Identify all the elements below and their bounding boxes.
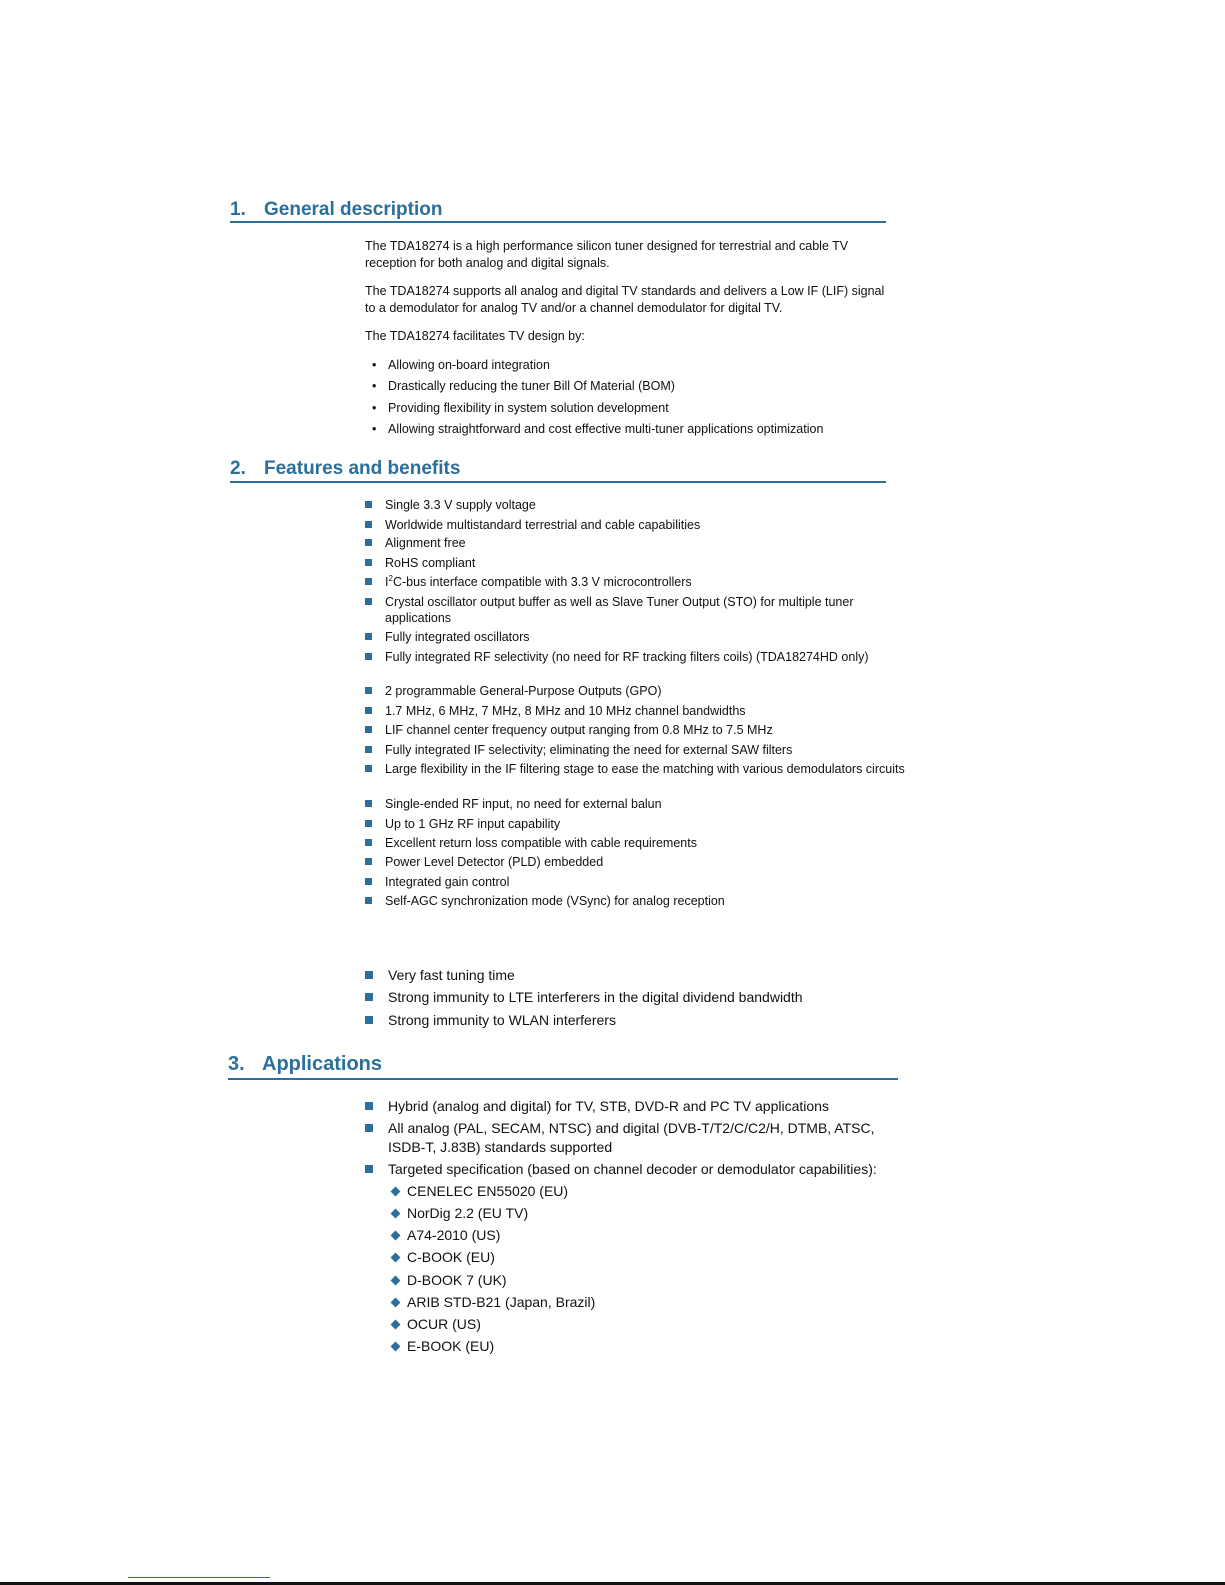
feature-item: 2 programmable General-Purpose Outputs (GPO) xyxy=(365,683,905,699)
application-item: Targeted specification (based on channel decoder or demodulator capabilities): xyxy=(365,1160,895,1179)
feature-item: Power Level Detector (PLD) embedded xyxy=(365,854,905,870)
spec-item: C-BOOK (EU) xyxy=(392,1248,495,1267)
feature-item: $I^2C$-bus interface compatible with 3.3 V microcontrollers xyxy=(365,574,905,590)
feature-item: Fully integrated RF selectivity (no need for RF tracking filters coils) (TDA18274HD only) xyxy=(365,649,905,665)
spec-item: A74-2010 (US) xyxy=(392,1226,500,1245)
feature-item: Crystal oscillator output buffer as well as Slave Tuner Output (STO) for multiple tuner applications xyxy=(365,594,905,626)
general-paragraph-3: The TDA18274 facilitates TV design by: xyxy=(365,329,585,343)
feature-item: Strong immunity to WLAN interferers xyxy=(365,1011,905,1030)
section-2-rule xyxy=(230,481,886,483)
feature-item: Alignment free xyxy=(365,535,905,551)
section-number: 3. xyxy=(228,1053,245,1075)
feature-item: Worldwide multistandard terrestrial and cable capabilities xyxy=(365,517,905,533)
feature-item: Self-AGC synchronization mode (VSync) for analog reception xyxy=(365,893,905,909)
section-title: Applications xyxy=(262,1053,383,1075)
list-item: • Allowing straightforward and cost effective multi-tuner applications optimization xyxy=(372,422,824,436)
feature-item: Very fast tuning time xyxy=(365,966,905,985)
spec-item: CENELEC EN55020 (EU) xyxy=(392,1182,568,1201)
spec-item: ARIB STD-B21 (Japan, Brazil) xyxy=(392,1293,595,1312)
list-item: • Drastically reducing the tuner Bill Of Material (BOM) xyxy=(372,379,675,393)
feature-item: Excellent return loss compatible with cable requirements xyxy=(365,835,905,851)
feature-item: Up to 1 GHz RF input capability xyxy=(365,816,905,832)
section-number: 2. xyxy=(230,458,246,479)
spec-item: NorDig 2.2 (EU TV) xyxy=(392,1204,528,1223)
general-paragraph-2: The TDA18274 supports all analog and digital TV standards and delivers a Low IF (LIF) signal to a demodulator for analog TV and/or a channel demodulator for digital TV. xyxy=(365,284,885,315)
section-3-heading xyxy=(228,1053,382,1076)
spec-item: OCUR (US) xyxy=(392,1315,481,1334)
list-item: • Providing flexibility in system solution development xyxy=(372,401,669,415)
section-title: General description xyxy=(264,199,443,220)
section-1-heading xyxy=(230,199,442,221)
feature-item: Strong immunity to LTE interferers in the digital dividend bandwidth xyxy=(365,988,905,1007)
footer-link-underline[interactable] xyxy=(128,1577,270,1578)
spec-item: D-BOOK 7 (UK) xyxy=(392,1271,507,1290)
application-item: Hybrid (analog and digital) for TV, STB, DVD-R and PC TV applications xyxy=(365,1097,875,1116)
feature-item: Fully integrated oscillators xyxy=(365,629,905,645)
feature-item: Fully integrated IF selectivity; eliminating the need for external SAW filters xyxy=(365,742,905,758)
feature-item: Large flexibility in the IF filtering stage to ease the matching with various demodulators circuits xyxy=(365,761,905,777)
feature-item: Integrated gain control xyxy=(365,874,905,890)
section-3-rule xyxy=(228,1078,898,1080)
section-1-rule xyxy=(230,221,886,223)
application-item: All analog (PAL, SECAM, NTSC) and digital (DVB-T/T2/C/C2/H, DTMB, ATSC, ISDB-T, J.83B) standards supported xyxy=(365,1119,875,1157)
general-paragraph-1: The TDA18274 is a high performance silicon tuner designed for terrestrial and cable TV reception for both analog and digital signals. xyxy=(365,239,849,270)
spec-item: E-BOOK (EU) xyxy=(392,1337,494,1356)
section-number: 1. xyxy=(230,199,246,220)
feature-item: Single-ended RF input, no need for external balun xyxy=(365,796,905,812)
feature-item: Single 3.3 V supply voltage xyxy=(365,497,905,513)
feature-item: RoHS compliant xyxy=(365,555,905,571)
feature-item: 1.7 MHz, 6 MHz, 7 MHz, 8 MHz and 10 MHz channel bandwidths xyxy=(365,703,905,719)
feature-item: LIF channel center frequency output ranging from 0.8 MHz to 7.5 MHz xyxy=(365,722,905,738)
section-title: Features and benefits xyxy=(264,458,461,479)
section-2-heading xyxy=(230,458,460,480)
list-item: • Allowing on-board integration xyxy=(372,358,550,372)
